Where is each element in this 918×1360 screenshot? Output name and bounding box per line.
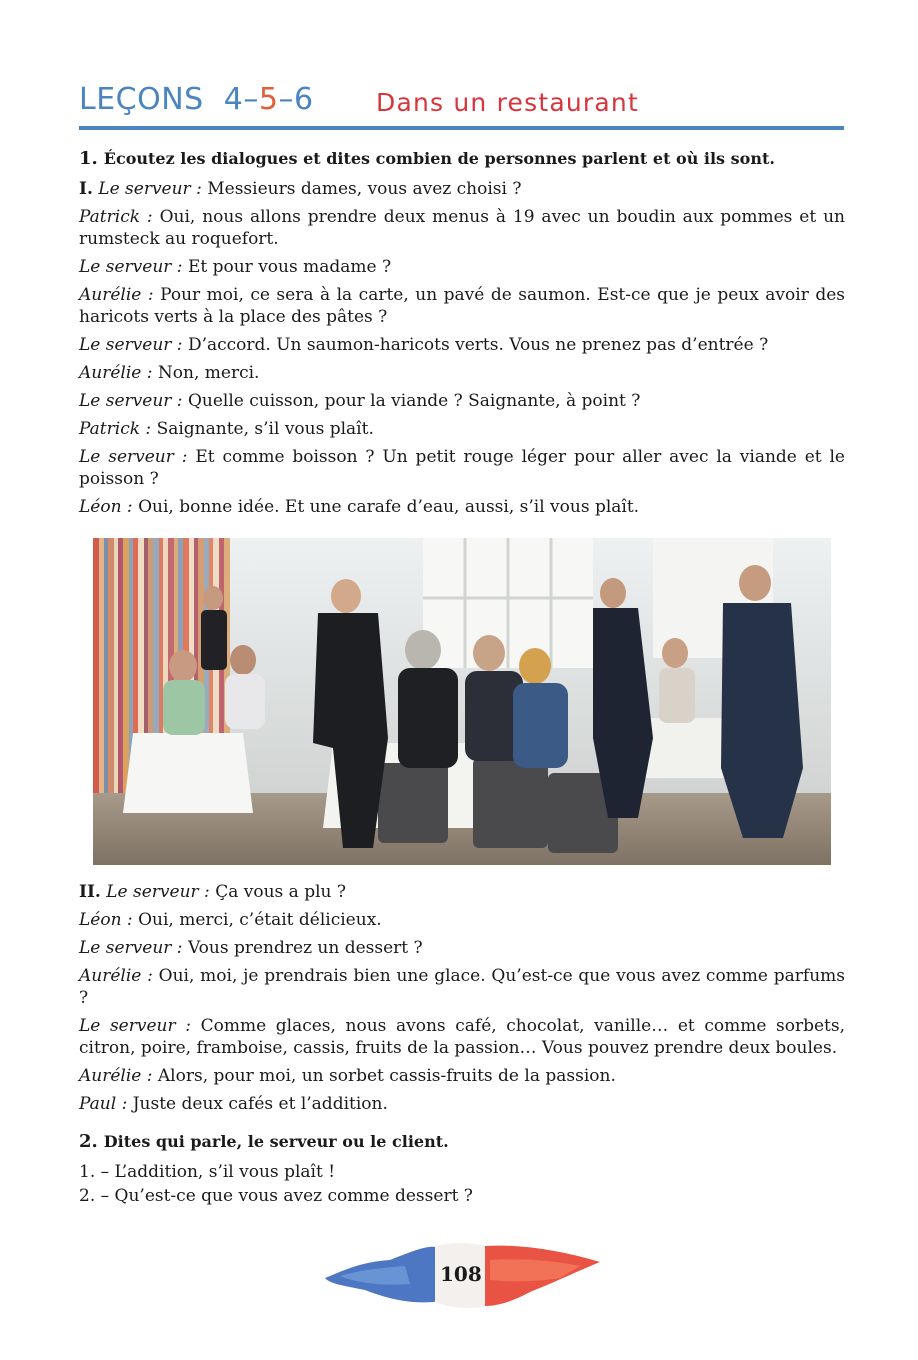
utterance: Et comme boisson ? Un petit rouge léger pour aller avec la viande et le poisson ? — [79, 447, 845, 489]
speaker: Aurélie : — [79, 966, 153, 986]
dialogue-line — [79, 1015, 845, 1059]
speaker: Léon : — [79, 910, 133, 930]
utterance: Non, merci. — [157, 363, 260, 383]
lesson-header — [79, 80, 844, 130]
utterance: Oui, bonne idée. Et une carafe d’eau, aussi, s’il vous plaît. — [138, 497, 640, 517]
speaker: Le serveur : — [79, 938, 183, 958]
utterance: Ça vous a plu ? — [215, 882, 346, 902]
utterance: Pour moi, ce sera à la carte, un pavé de saumon. Est-ce que je peux avoir des haricots verts à la place des pâtes ? — [79, 285, 846, 327]
dialogue-line — [79, 881, 845, 903]
exercise-text: Dites qui parle, le serveur ou le client. — [103, 1132, 449, 1151]
restaurant-photo — [93, 538, 831, 865]
page-footer — [320, 1240, 605, 1310]
dialogue-line — [79, 362, 845, 384]
dialogue-line — [79, 178, 845, 200]
exercise-1-instruction — [79, 148, 845, 170]
utterance: Et pour vous madame ? — [187, 257, 392, 277]
exercise-2-instruction — [79, 1131, 845, 1153]
speaker: Aurélie : — [79, 285, 154, 305]
dialogue-label: II. — [79, 882, 101, 902]
dialogue-line — [79, 1065, 845, 1087]
lesson-number-5: 5 — [258, 82, 279, 117]
utterance: Alors, pour moi, un sorbet cassis-fruits de la passion. — [157, 1066, 616, 1086]
dash-1: – — [243, 82, 259, 117]
utterance: Quelle cuisson, pour la viande ? Saignante, à point ? — [187, 391, 641, 411]
dialogue-line — [79, 418, 845, 440]
dialogue-line — [79, 1093, 845, 1115]
dialogue-1-section — [79, 148, 845, 524]
speaker: Le serveur : — [98, 179, 202, 199]
lessons-heading — [79, 82, 314, 117]
dialogue-2-section — [79, 881, 845, 1209]
speaker: Paul : — [79, 1094, 128, 1114]
lesson-topic: Dans un restaurant — [376, 88, 639, 117]
dialogue-line — [79, 206, 845, 250]
page-number: 108 — [440, 1262, 482, 1286]
speaker: Le serveur : — [79, 1016, 191, 1036]
utterance: Comme glaces, nous avons café, chocolat, vanille… et comme sorbets, citron, poire, framboise, cassis, fruits de la passion… Vous pouvez prendre deux boules. — [79, 1016, 846, 1058]
dialogue-line — [79, 909, 845, 931]
speaker: Le serveur : — [79, 257, 183, 277]
speaker: Le serveur : — [79, 447, 188, 467]
lesson-number-6: 6 — [293, 82, 314, 117]
speaker: Aurélie : — [79, 363, 153, 383]
exercise-number: 1. — [79, 148, 98, 169]
lesson-number-4: 4 — [223, 82, 244, 117]
dialogue-line — [79, 284, 845, 328]
utterance: Messieurs dames, vous avez choisi ? — [207, 179, 522, 199]
exercise-number: 2. — [79, 1131, 98, 1152]
dialogue-line — [79, 390, 845, 412]
speaker: Patrick : — [79, 419, 152, 439]
dialogue-line — [79, 256, 845, 278]
utterance: Juste deux cafés et l’addition. — [132, 1094, 388, 1114]
exercise-text: Écoutez les dialogues et dites combien de personnes parlent et où ils sont. — [103, 149, 775, 168]
dialogue-line — [79, 334, 845, 356]
dialogue-label: I. — [79, 179, 93, 199]
utterance: D’accord. Un saumon-haricots verts. Vous ne prenez pas d’entrée ? — [187, 335, 769, 355]
utterance: Saignante, s’il vous plaît. — [156, 419, 374, 439]
dialogue-line — [79, 965, 845, 1009]
speaker: Le serveur : — [106, 882, 210, 902]
exercise-2-items — [79, 1161, 845, 1207]
utterance: Oui, merci, c’était délicieux. — [138, 910, 382, 930]
utterance: Oui, nous allons prendre deux menus à 19 avec un boudin aux pommes et un rumsteck au roquefort. — [79, 207, 845, 249]
speaker: Le serveur : — [79, 335, 183, 355]
list-item: 2. – Qu’est-ce que vous avez comme dessert ? — [79, 1186, 473, 1206]
speaker: Léon : — [79, 497, 133, 517]
dialogue-line — [79, 937, 845, 959]
dialogue-line — [79, 496, 845, 518]
lessons-word: LEÇONS — [79, 82, 204, 117]
utterance: Oui, moi, je prendrais bien une glace. Qu’est-ce que vous avez comme parfums ? — [79, 966, 845, 1008]
speaker: Aurélie : — [79, 1066, 153, 1086]
utterance: Vous prendrez un dessert ? — [187, 938, 423, 958]
speaker: Patrick : — [79, 207, 153, 227]
list-item: 1. – L’addition, s’il vous plaît ! — [79, 1162, 336, 1182]
dash-2: – — [278, 82, 294, 117]
speaker: Le serveur : — [79, 391, 183, 411]
restaurant-scene-illustration — [93, 538, 831, 865]
dialogue-line — [79, 446, 845, 490]
